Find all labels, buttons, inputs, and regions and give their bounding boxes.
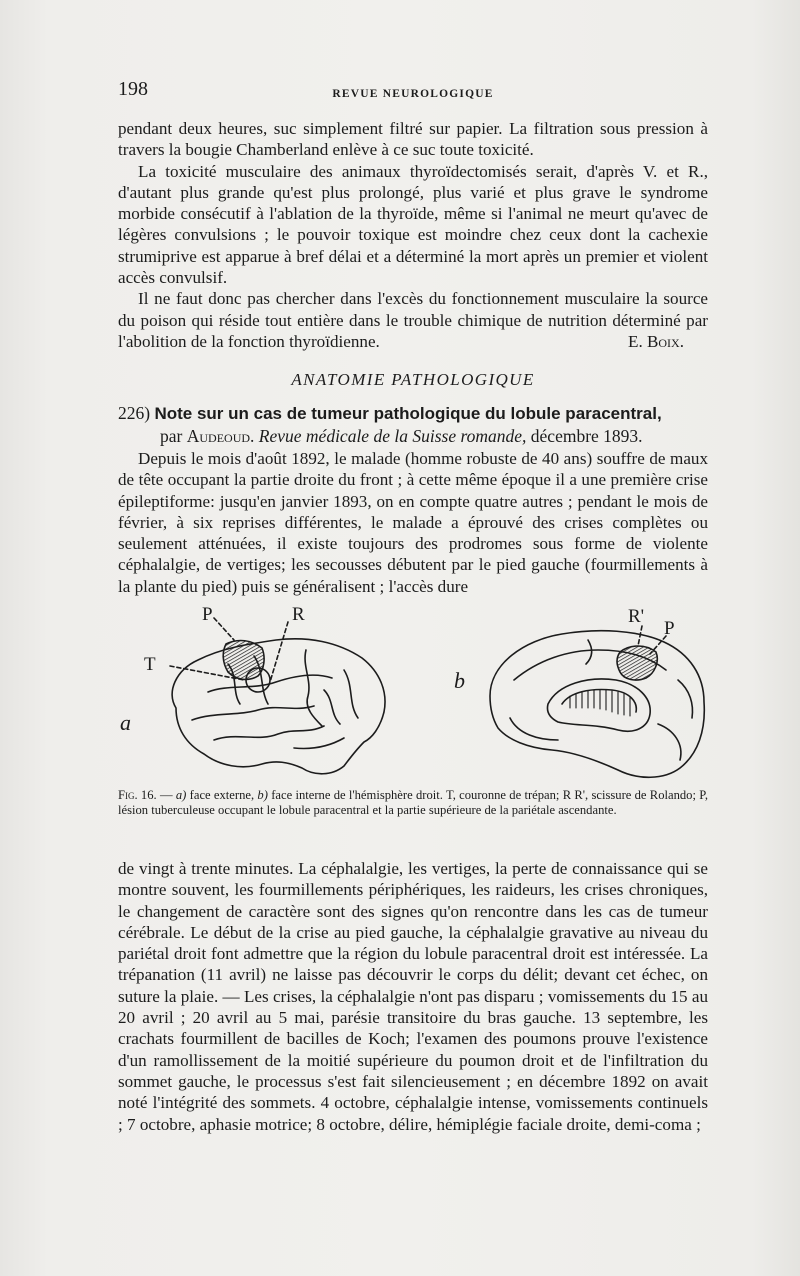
journal-name: Revue médicale de la Suisse romande, (258, 426, 527, 446)
caption-label: Fig. 16. (118, 788, 157, 802)
label-b-R: R' (628, 606, 645, 627)
gyrus-line (305, 650, 322, 726)
paragraph: de vingt à trente minutes. La céphalalgie, les vertiges, la perte de connaissance qui se montre souvent, les fourmillements périphériques, les raideurs, les crises chroniques, le changement de caractère sont des signes qu'on rencontre dans les cas de tumeur cérébrale. Le début de la crise au pied gauche, la céphalalgie gravative au niveau du pariétal droit font admettre que la région du lobule paracentral droit est intéressée. La trépanation (11 avril) ne laisse pas découvrir le corps du délit; devant cet échec, on suture la plaie. — Les crises, la céphalalgie n'ont pas disparu ; vomissements du 15 au 20 avril ; 20 avril au 5 mai, parésie transitoire du bras gauche. 13 septembre, les crachats fourmillent de bacilles de Koch; l'examen des poumons prouve l'existence d'un ramollissement de la moitié supérieure du poumon droit et de l'infiltration du sommet gauche, le processus s'est fait silencieusement ; en décembre 1892 on avait noté l'intégrité des sommets. 4 octobre, céphalalgie intense, vomissements continuels ; 7 octobre, aphasie motrice; 8 octobre, délire, hémiplégie faciale droite, demi-coma ; (118, 859, 708, 1134)
running-title: REVUE NEUROLOGIQUE (332, 88, 494, 100)
gyrus-line (344, 670, 358, 718)
corpus-inner (562, 690, 636, 712)
paragraph: pendant deux heures, suc simplement filtré sur papier. La filtration sous pression à travers la bougie Chamberland enlève à ce suc toute toxicité. (118, 119, 708, 160)
gyrus-line (678, 680, 692, 718)
article-number: 226) (118, 403, 151, 423)
figure-brain-hemispheres (118, 600, 718, 788)
label-panel-b: b (454, 668, 465, 693)
gyrus-line (214, 726, 324, 740)
caption-b-text: face interne de l'hémisphère droit. T, couronne de trépan; R R', scissure de Rolando; P, lésion tuberculeuse occupant le lobule paracentral et la partie supérieure de la pariétale ascendante. (118, 788, 709, 818)
brain-outline-b (490, 631, 704, 778)
byline (118, 425, 708, 447)
paragraph-text: Il ne faut donc pas chercher dans l'excès du fonctionnement musculaire la source du poison qui réside tout entière dans le trouble chimique de nutrition déterminé par l'abolition de la fonction thyroïdienne. (118, 289, 708, 351)
section-heading: ANATOMIE PATHOLOGIQUE (291, 370, 535, 389)
lesion-a (223, 641, 264, 680)
caption-a-marker: a) (175, 788, 187, 802)
author: Audeoud. (186, 426, 255, 446)
article-body-bottom (118, 858, 708, 1135)
label-a-P: P (202, 604, 213, 625)
label-b-P: P (664, 618, 675, 639)
leader-line (270, 622, 288, 682)
paragraph: Depuis le mois d'août 1892, le malade (homme robuste de 40 ans) souffre de maux de tête occupant la partie droite du front ; à cette même époque il a une première crise épileptiforme: jusqu'en janvier 1893, on en compte quatre autres ; pendant le mois de février, à six reprises différentes, le malade a éprouvé des crises complètes ou seulement atténuées, il existe toujours des prodromes sous forme de violente céphalalgie, de vertiges; les secousses débutent par le pied gauche (fourmillements à la plante du pied) puis se généralisent ; l'accès dure (118, 449, 708, 596)
byline-by: par (160, 426, 183, 446)
callosum-fibres (570, 690, 630, 716)
caption-a-text: face externe, (189, 788, 255, 802)
lesion-b (617, 646, 657, 680)
top-text-block (118, 118, 708, 352)
leader-line (638, 626, 642, 646)
gyrus-line (324, 690, 340, 724)
gyrus-line (658, 724, 681, 760)
gyrus-line (586, 640, 592, 664)
label-panel-a: a (120, 710, 131, 735)
label-a-R: R (292, 604, 305, 625)
leader-line (214, 618, 234, 640)
publication-date: décembre 1893. (530, 426, 643, 446)
gyrus-line (192, 706, 314, 720)
label-a-T: T (144, 654, 156, 675)
page-number: 198 (118, 78, 148, 100)
corpus-callosum (547, 679, 650, 731)
paragraph: La toxicité musculaire des animaux thyroïdectomisés serait, d'après V. et R., d'autant plus grande qu'est plus prolongé, plus varié et plus grave le syndrome morbide consécutif à l'ablation de la thyroïde, même si l'animal ne meurt qu'avec de légères convulsions ; le pouvoir toxique est moindre chez ceux dont la cachexie strumiprive est apparue à bref délai et a déterminé la mort après un premier et violent accès convulsif. (118, 161, 708, 288)
article-title: Note sur un cas de tumeur pathologique du lobule paracentral, (154, 404, 662, 423)
gyrus-line (294, 738, 344, 749)
figure-caption: Fig. 16. — a) face externe, b) face interne de l'hémisphère droit. T, couronne de trépan; R R', scissure de Rolando; P, lésion tuberculeuse occupant le lobule paracentral et la partie supérieure de la pariétale ascendante. (118, 788, 709, 818)
signature: E. Boix. (628, 331, 684, 351)
article-body-top (118, 448, 708, 597)
page-header (118, 78, 708, 106)
paragraph (118, 288, 708, 352)
gyrus-line (510, 718, 558, 740)
caption-b-marker: b) (257, 788, 268, 802)
article-heading (118, 402, 708, 447)
